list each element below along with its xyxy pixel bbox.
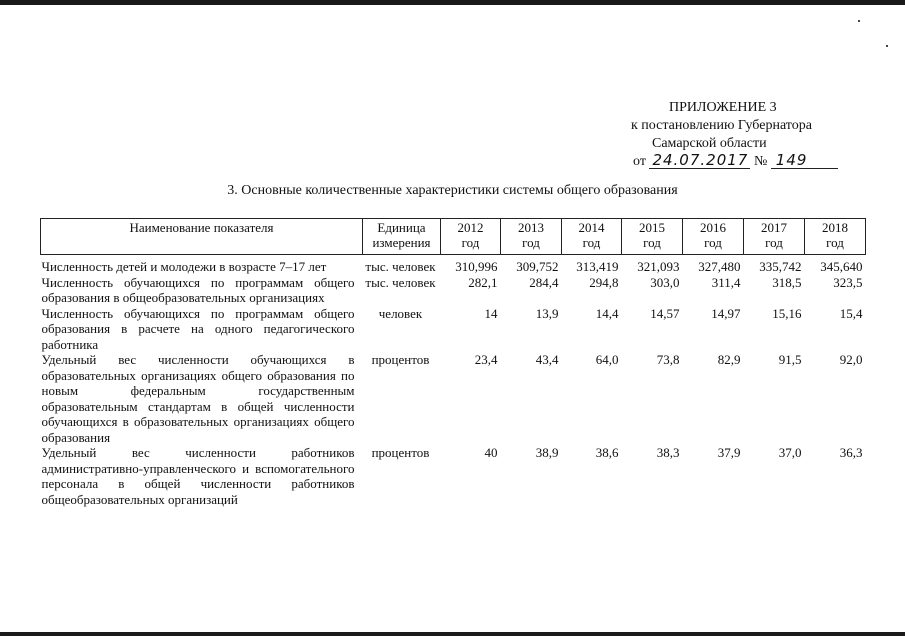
indicators-table (40, 218, 866, 507)
scan-bottom-border (0, 632, 905, 636)
year-label: 2013 (518, 220, 544, 235)
indicator-name: Удельный вес численности обучающихся в образовательных организациях общего образования по новым федеральным государственным образовательным стандартам в общей численности обучающихся в образовательных организациях общего образования (41, 352, 355, 445)
value-cell: 64,0 (595, 352, 619, 367)
year-label: 2017 (761, 220, 787, 235)
indicator-unit: тыс. человек (365, 274, 436, 290)
scan-speck (858, 20, 860, 22)
year-suffix: год (826, 235, 844, 250)
value-cell: 40 (484, 445, 498, 460)
table-row (41, 445, 866, 507)
table-row (41, 275, 866, 306)
value-cell: 282,1 (468, 274, 498, 290)
value-cell: 14,97 (711, 305, 741, 321)
value-cell: 73,8 (656, 352, 680, 367)
value-cell: 38,6 (595, 445, 619, 460)
indicator-unit: тыс. человек (365, 259, 436, 274)
indicator-unit: человек (378, 305, 423, 321)
header-year (805, 219, 866, 255)
value-cell: 37,0 (778, 445, 802, 460)
year-label: 2012 (457, 220, 484, 235)
value-cell: 13,9 (535, 305, 559, 321)
header-year (622, 219, 683, 255)
value-cell: 327,480 (698, 259, 741, 274)
table-row (41, 352, 866, 445)
table-row (41, 255, 866, 275)
value-cell: 82,9 (717, 352, 741, 367)
value-cell: 311,4 (711, 274, 741, 290)
year-suffix: год (461, 235, 480, 250)
value-cell: 15,16 (772, 305, 802, 321)
year-suffix: год (522, 235, 540, 250)
value-cell: 14 (484, 305, 498, 321)
header-unit-line1: Единица (377, 220, 426, 235)
value-cell: 318,5 (772, 274, 802, 290)
indicator-unit: процентов (371, 352, 430, 367)
indicator-unit: процентов (371, 445, 430, 460)
header-unit-line2: измерения (372, 235, 431, 250)
value-cell: 323,5 (833, 274, 863, 290)
indicator-name: Численность обучающихся по программам общего образования в расчете на одного педагогического работника (41, 305, 355, 352)
appendix-line-region: Самарской области (652, 136, 767, 151)
appendix-date-line (633, 152, 838, 171)
year-suffix: год (643, 235, 661, 250)
header-year (562, 219, 622, 255)
header-unit (363, 219, 441, 255)
scan-top-border (0, 0, 905, 5)
year-label: 2014 (578, 220, 605, 235)
year-label: 2018 (822, 220, 848, 235)
header-year (501, 219, 562, 255)
value-cell: 23,4 (474, 352, 498, 367)
value-cell: 313,419 (576, 259, 619, 274)
value-cell: 37,9 (717, 445, 741, 460)
value-cell: 309,752 (516, 259, 559, 274)
handwritten-date: 24.07.2017 (649, 152, 750, 169)
year-label: 2016 (700, 220, 726, 235)
header-year (441, 219, 501, 255)
value-cell: 310,996 (455, 259, 498, 274)
value-cell: 43,4 (535, 352, 559, 367)
value-cell: 91,5 (778, 352, 802, 367)
value-cell: 284,4 (529, 274, 559, 290)
indicator-name: Численность детей и молодежи в возрасте 7–17 лет (41, 259, 327, 274)
from-label: от (633, 154, 646, 169)
value-cell: 92,0 (839, 352, 863, 367)
indicator-name: Удельный вес численности работников административно-управленческого и вспомогательного персонала в общей численности работников общеобразовательных организаций (41, 445, 355, 507)
value-cell: 15,4 (839, 305, 863, 321)
header-year (683, 219, 744, 255)
value-cell: 38,3 (656, 445, 680, 460)
value-cell: 335,742 (759, 259, 802, 274)
section-title: 3. Основные количественные характеристики системы общего образования (227, 183, 678, 198)
appendix-line-decree: к постановлению Губернатора (631, 118, 812, 133)
table-row (41, 306, 866, 353)
value-cell: 36,3 (839, 445, 863, 460)
year-suffix: год (582, 235, 601, 250)
value-cell: 38,9 (535, 445, 559, 460)
year-label: 2015 (639, 220, 665, 235)
year-suffix: год (704, 235, 722, 250)
value-cell: 345,640 (820, 259, 863, 274)
year-suffix: год (765, 235, 783, 250)
appendix-title: ПРИЛОЖЕНИЕ 3 (669, 100, 777, 115)
value-cell: 14,4 (595, 305, 619, 321)
number-label: № (753, 154, 768, 169)
table-header-row (41, 219, 866, 255)
header-name: Наименование показателя (41, 219, 363, 255)
value-cell: 303,0 (650, 274, 680, 290)
value-cell: 321,093 (637, 259, 680, 274)
value-cell: 14,57 (650, 305, 680, 321)
handwritten-number: 149 (771, 152, 838, 169)
header-year (744, 219, 805, 255)
value-cell: 294,8 (589, 274, 619, 290)
scan-speck (886, 45, 888, 47)
indicator-name: Численность обучающихся по программам общего образования в общеобразовательных организациях (41, 274, 355, 305)
